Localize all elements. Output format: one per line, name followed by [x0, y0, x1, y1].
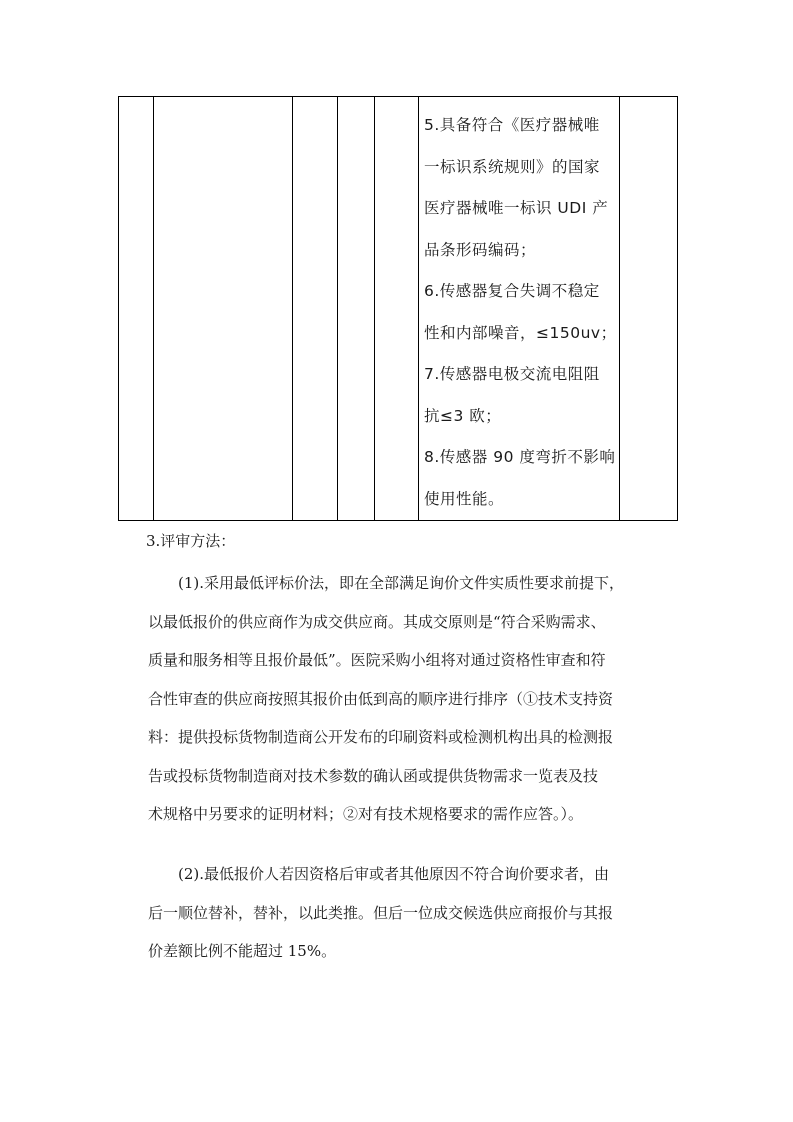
requirement-line: 使用性能。	[424, 489, 505, 508]
requirement-line: 6.传感器复合失调不稳定	[424, 282, 600, 300]
requirement-line: 7.传感器电极交流电阻阻	[424, 365, 600, 383]
table-cell-quantity	[338, 97, 375, 521]
paragraph-line: 告或投标货物制造商对技术参数的确认函或提供货物需求一览表及技	[148, 766, 599, 785]
table-cell-remarks	[620, 97, 678, 521]
table-cell-price	[375, 97, 419, 521]
requirements-text	[419, 97, 619, 520]
paragraph-line: 合性审查的供应商按照其报价由低到高的顺序进行排序（①技术支持资	[148, 689, 614, 708]
requirement-line: 一标识系统规则》的国家	[424, 157, 601, 176]
paragraph-line: 术规格中另要求的证明材料；②对有技术规格要求的需作应答。）。	[148, 805, 584, 823]
table-row	[119, 97, 678, 521]
requirement-line: 5.具备符合《医疗器械唯	[424, 116, 600, 134]
table-cell-unit	[293, 97, 338, 521]
paragraph-line: (1).采用最低评标价法，即在全部满足询价文件实质性要求前提下，	[178, 574, 625, 592]
paragraph-line: (2).最低报价人若因资格后审或者其他原因不符合询价要求者，由	[178, 865, 610, 883]
requirement-line: 医疗器械唯一标识 UDI 产	[424, 199, 609, 217]
requirement-line: 抗≤3 欧；	[424, 406, 502, 425]
evaluation-paragraph-2	[118, 855, 684, 971]
table-cell-requirements	[419, 97, 620, 521]
paragraph-line: 质量和服务相等且报价最低”。医院采购小组将对通过资格性审查和符	[148, 651, 606, 669]
requirement-line: 性和内部噪音，≤150uv；	[424, 323, 617, 342]
paragraph-line: 以最低报价的供应商作为成交供应商。其成交原则是“符合采购需求、	[148, 612, 606, 631]
evaluation-paragraph-1	[118, 564, 684, 834]
spec-table	[118, 96, 678, 521]
paragraph-line: 后一顺位替补，替补，以此类推。但后一位成交候选供应商报价与其报	[148, 903, 614, 922]
requirement-line: 8.传感器 90 度弯折不影响	[424, 448, 616, 466]
paragraph-line: 料：提供投标货物制造商公开发布的印刷资料或检测机构出具的检测报	[148, 728, 614, 746]
requirement-line: 品条形码编码；	[424, 240, 537, 259]
table-cell-index	[119, 97, 154, 521]
paragraph-line: 价差额比例不能超过 15%。	[148, 942, 337, 960]
section-heading: 3.评审方法：	[146, 532, 236, 550]
table-cell-name	[154, 97, 293, 521]
